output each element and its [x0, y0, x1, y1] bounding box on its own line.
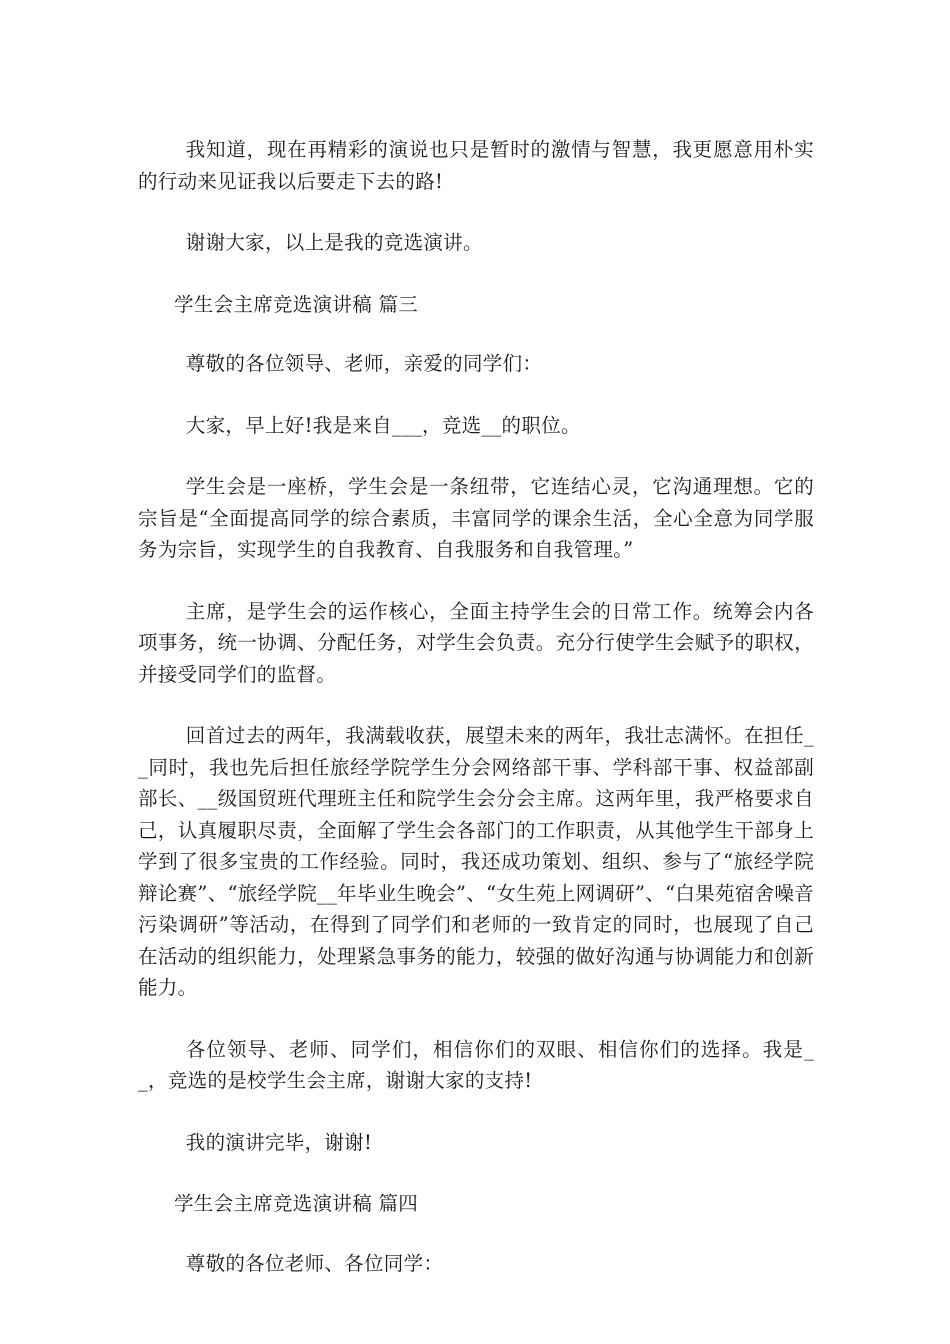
paragraph: 各位领导、老师、同学们，相信你们的双眼、相信你们的选择。我是__，竞选的是校学生会主席，谢谢大家的支持!	[138, 1037, 814, 1092]
paragraph: 我的演讲完毕，谢谢!	[185, 1130, 373, 1154]
section-heading: 学生会主席竞选演讲稿 篇三	[174, 292, 419, 316]
document-body	[138, 134, 814, 1309]
paragraph: 尊敬的各位领导、老师，亲爱的同学们：	[185, 352, 543, 375]
paragraph: 谢谢大家，以上是我的竞选演讲。	[185, 231, 483, 254]
paragraph: 我知道，现在再精彩的演说也只是暂时的激情与智慧，我更愿意用朴实的行动来见证我以后要走下去的路!	[138, 138, 814, 193]
paragraph: 回首过去的两年，我满载收获，展望未来的两年，我壮志满怀。在担任__同时，我也先后担任旅经学院学生分会网络部干事、学科部干事、权益部副部长、__级国贸班代理班主任和院学生会分会主席。这两年里，我严格要求自己，认真履职尽责，全面解了学生会各部门的工作职责，从其他学生干部身上学到了很多宝贵的工作经验。同时，我还成功策划、组织、参与了“旅经学院辩论赛”、“旅经学院__年毕业生晚会”、“女生苑上网调研”、“白果苑宿舍噪音污染调研”等活动，在得到了同学们和老师的一致肯定的同时，也展现了自己在活动的组织能力，处理紧急事务的能力，较强的做好沟通与协调能力和创新能力。	[138, 724, 814, 999]
paragraph: 大家，早上好!我是来自___，竞选__的职位。	[185, 413, 581, 437]
paragraph: 主席，是学生会的运作核心，全面主持学生会的日常工作。统筹会内各项事务，统一协调、分配任务，对学生会负责。充分行使学生会赋予的职权，并接受同学们的监督。	[138, 599, 814, 686]
section-heading: 学生会主席竞选演讲稿 篇四	[174, 1192, 419, 1215]
paragraph: 尊敬的各位老师、各位同学：	[185, 1251, 444, 1275]
paragraph: 学生会是一座桥，学生会是一条纽带，它连结心灵，它沟通理想。它的宗旨是“全面提高同学的综合素质，丰富同学的课余生活，全心全意为同学服务为宗旨，实现学生的自我教育、自我服务和自我管理。”	[138, 475, 814, 561]
